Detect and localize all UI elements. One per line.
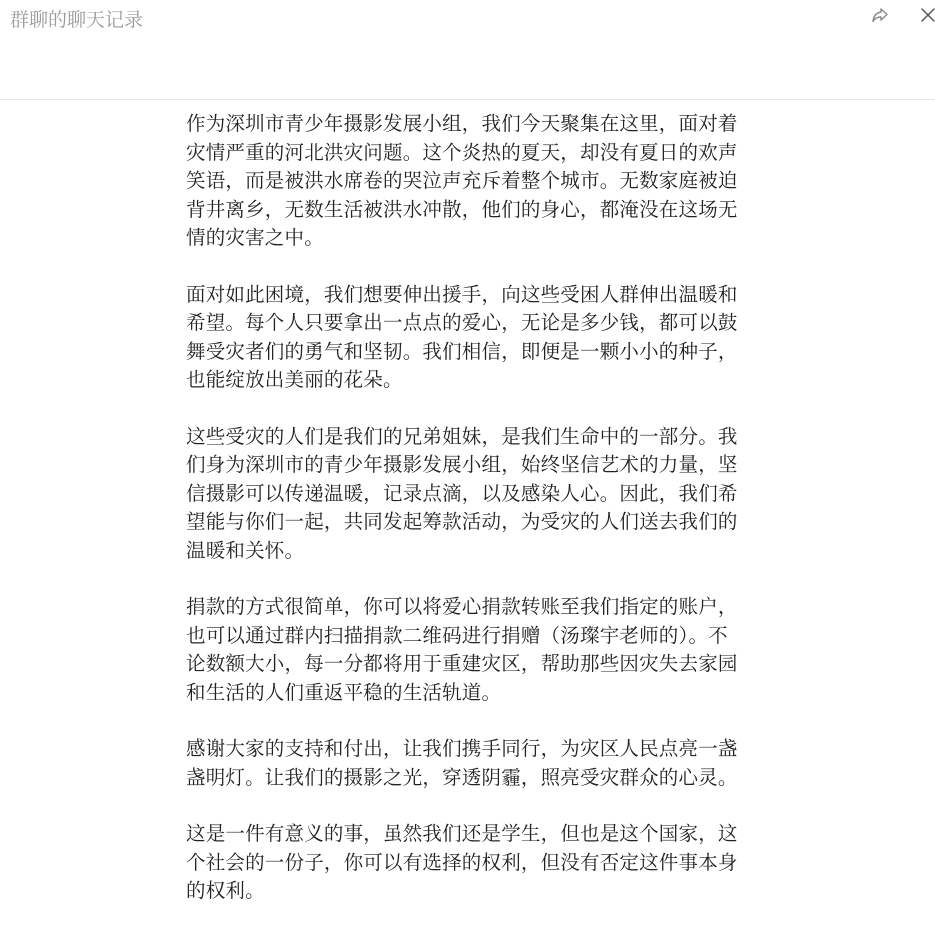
close-button[interactable] bbox=[915, 2, 935, 28]
window-title: 群聊的聊天记录 bbox=[10, 9, 144, 31]
message-content bbox=[186, 110, 781, 930]
message-paragraph-1: 作为深圳市青少年摄影发展小组，我们今天聚集在这里，面对着 灾情严重的河北洪灾问题。这个炎热的夏天，却没有夏日的欢声 笑语，而是被洪水席卷的哭泣声充斥着整个城市。无数家庭被迫 背井离乡，无数生活被洪水冲散，他们的身心，都淹没在这场无 情的灾害之中。 bbox=[186, 112, 738, 249]
message-paragraph-2: 面对如此困境，我们想要伸出援手，向这些受困人群伸出温暖和 希望。每个人只要拿出一点点的爱心，无论是多少钱，都可以鼓 舞受灾者们的勇气和坚韧。我们相信，即便是一颗小小的种子， 也能绽放出美丽的花朵。 bbox=[186, 282, 738, 391]
share-button[interactable] bbox=[867, 2, 893, 28]
message-paragraph-4: 捐款的方式很简单，你可以将爱心捐款转账至我们指定的账户， 也可以通过群内扫描捐款二维码进行捐赠（汤璨宇老师的）。不 论数额大小，每一分都将用于重建灾区，帮助那些因灾失去家园 和生活的人们重返平稳的生活轨道。 bbox=[186, 595, 738, 704]
message-paragraph-5: 感谢大家的支持和付出，让我们携手同行，为灾区人民点亮一盏 盏明灯。让我们的摄影之光，穿透阴霾，照亮受灾群众的心灵。 bbox=[186, 737, 738, 789]
message-paragraph-6: 这是一件有意义的事，虽然我们还是学生，但也是这个国家，这 个社会的一份子，你可以有选择的权利，但没有否定这件事本身 的权利。 bbox=[186, 822, 738, 902]
close-icon bbox=[920, 7, 935, 23]
share-arrow-icon bbox=[871, 6, 889, 24]
chat-record-header bbox=[0, 0, 935, 100]
message-paragraph-3: 这些受灾的人们是我们的兄弟姐妹，是我们生命中的一部分。我 们身为深圳市的青少年摄影发展小组，始终坚信艺术的力量，坚 信摄影可以传递温暖，记录点滴，以及感染人心。因此，我们希 望能与你们一起，共同发起筹款活动，为受灾的人们送去我们的 温暖和关怀。 bbox=[186, 424, 738, 562]
